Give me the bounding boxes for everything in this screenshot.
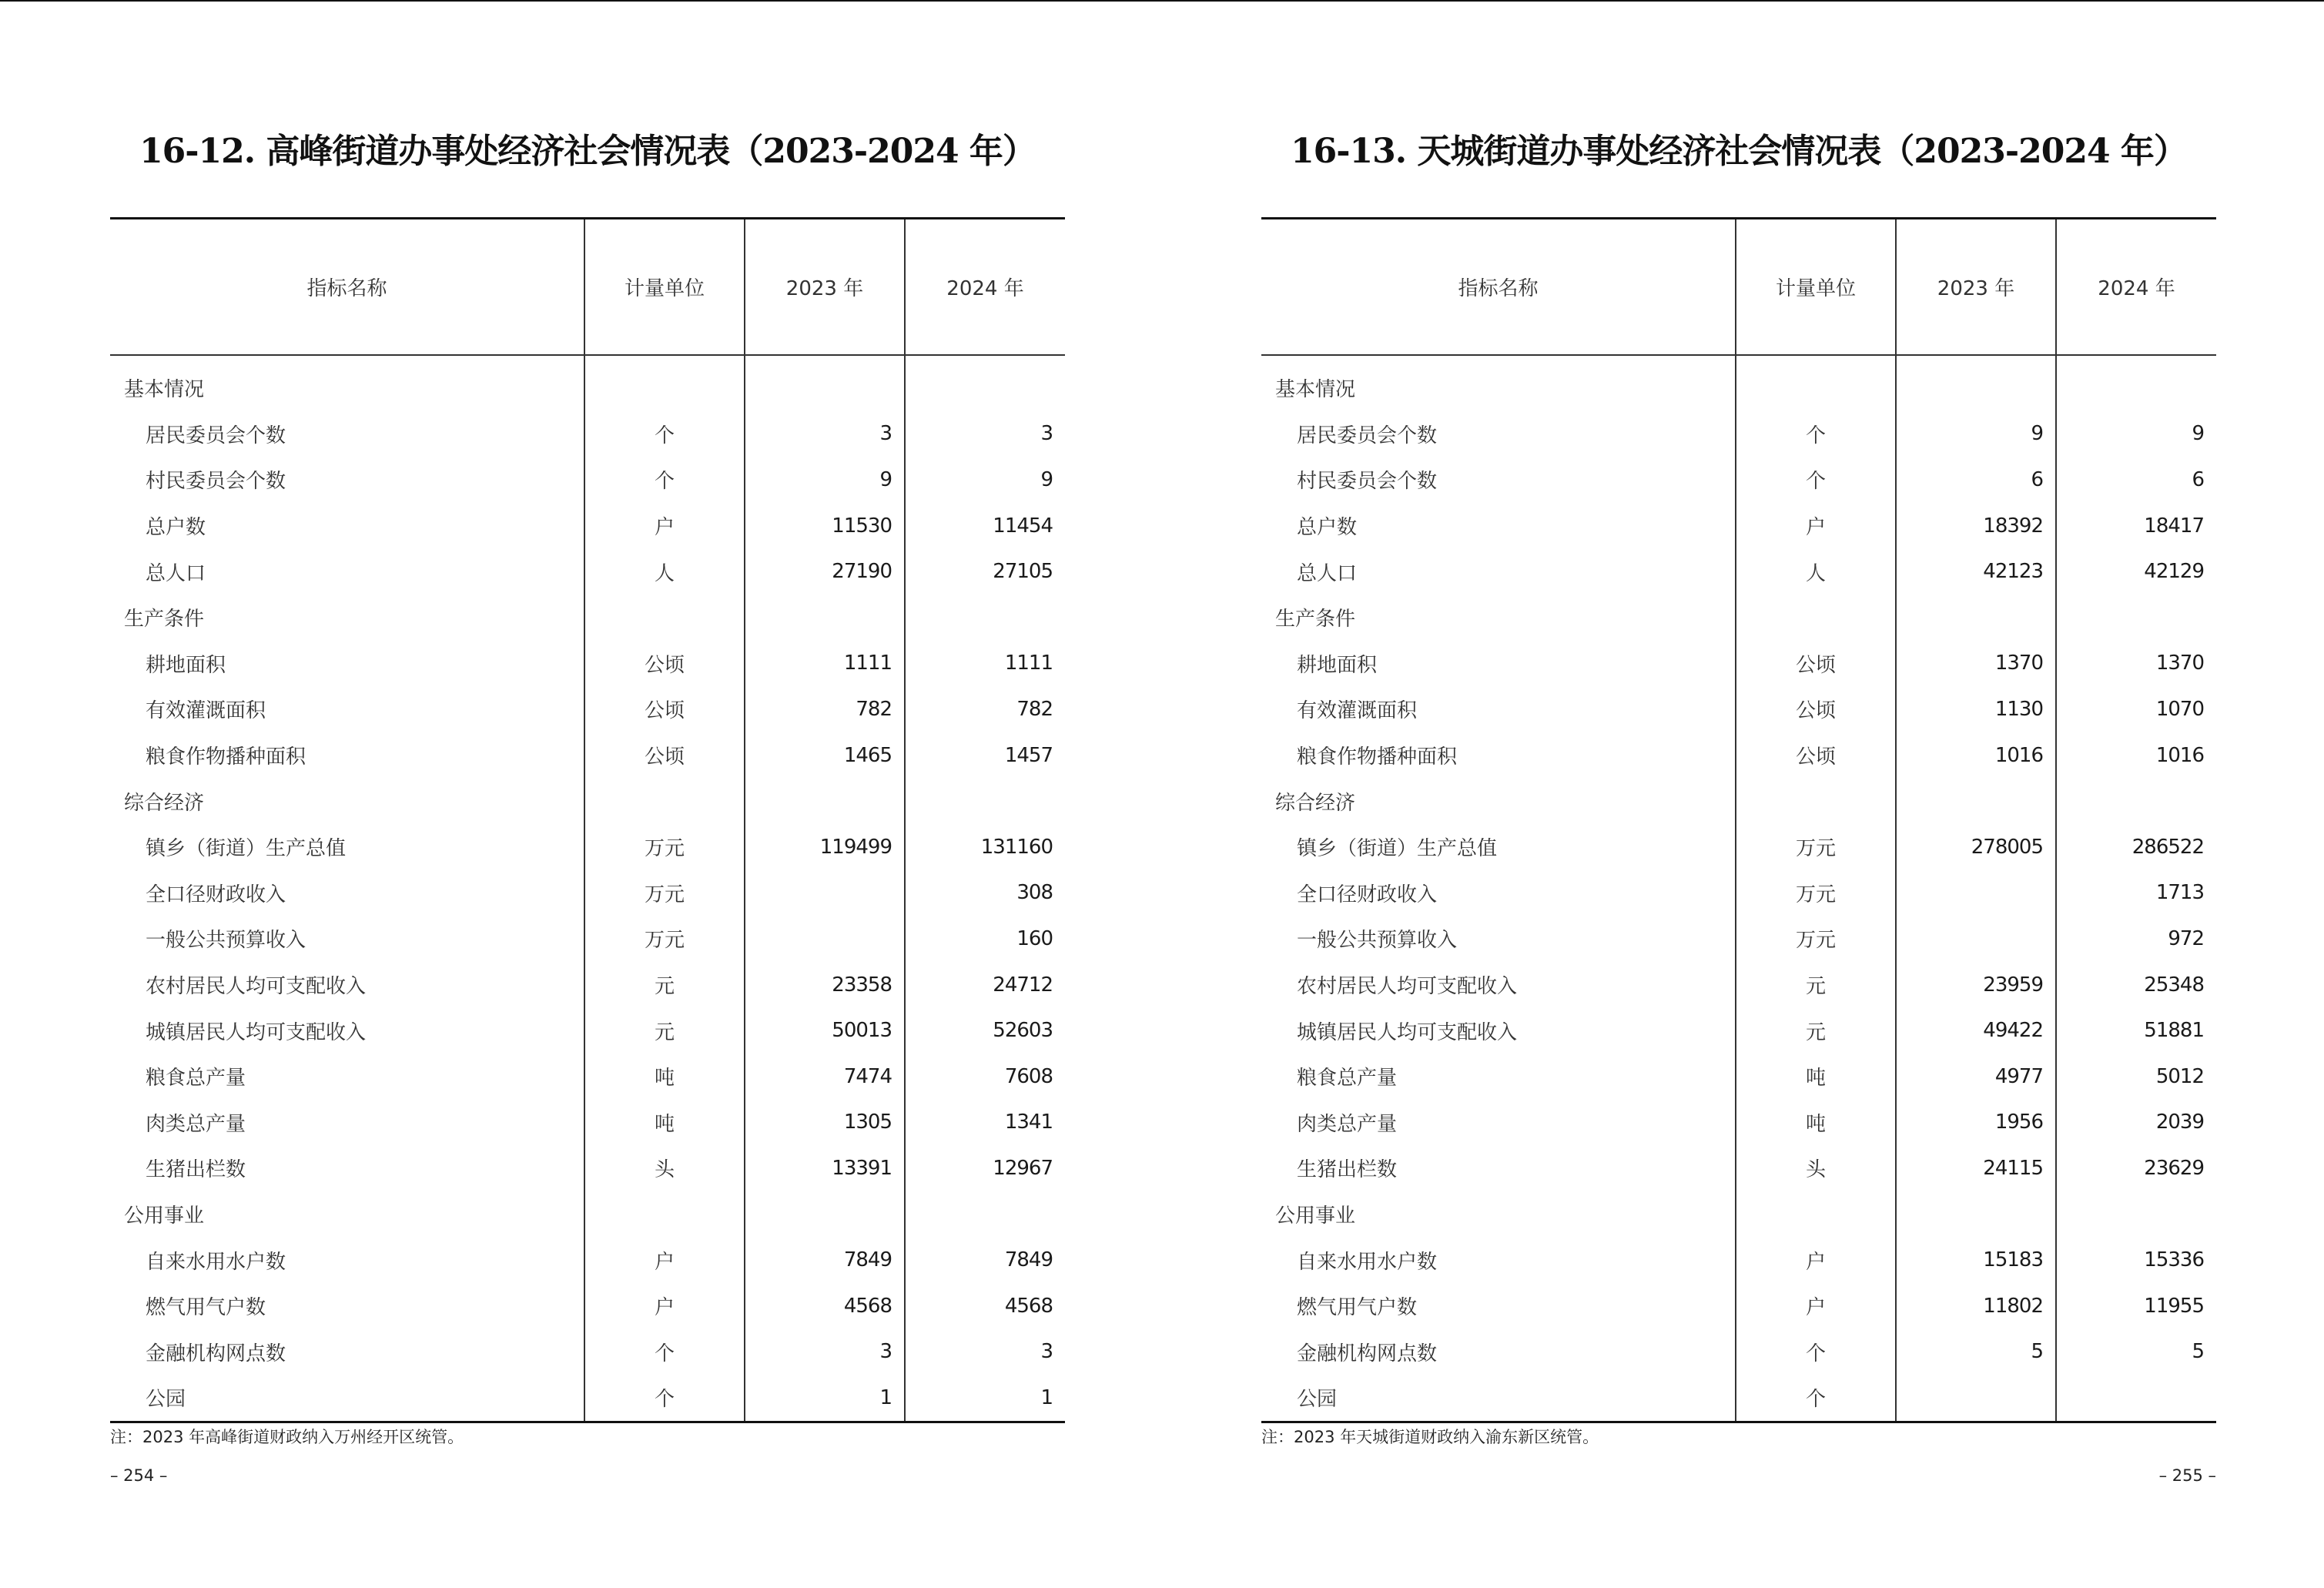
indicator-name: 自来水用水户数 bbox=[1297, 1250, 1438, 1274]
value-2023: 18392 bbox=[1896, 503, 2056, 549]
section-label: 基本情况 bbox=[1275, 378, 1356, 402]
value-2023: 9 bbox=[1896, 411, 2056, 457]
unit-cell: 元 bbox=[584, 1007, 745, 1054]
table-row bbox=[1261, 824, 2216, 870]
indicator-name: 总人口 bbox=[1297, 561, 1358, 585]
table-row bbox=[110, 503, 1065, 549]
table-row bbox=[110, 962, 1065, 1008]
indicator-name: 一般公共预算收入 bbox=[1297, 929, 1458, 953]
top-border-line bbox=[0, 0, 2324, 2]
value-2024 bbox=[2056, 1191, 2216, 1238]
value-2023: 1016 bbox=[1896, 732, 2056, 779]
value-2023: 23959 bbox=[1896, 962, 2056, 1008]
value-2023: 3 bbox=[745, 1328, 905, 1375]
table-row bbox=[1261, 870, 2216, 916]
section-label: 生产条件 bbox=[1275, 608, 1356, 632]
value-2023: 4977 bbox=[1896, 1054, 2056, 1100]
indicator-name: 自来水用水户数 bbox=[146, 1250, 286, 1274]
value-2024: 1016 bbox=[2056, 732, 2216, 779]
value-2023: 50013 bbox=[745, 1007, 905, 1054]
value-2024: 3 bbox=[905, 411, 1065, 457]
footnote: 注：2023 年天城街道财政纳入渝东新区统管。 bbox=[1261, 1428, 1599, 1446]
table-row bbox=[1261, 1283, 2216, 1329]
indicator-name: 有效灌溉面积 bbox=[146, 699, 266, 723]
unit-cell: 吨 bbox=[1736, 1100, 1896, 1146]
table-row bbox=[110, 1100, 1065, 1146]
unit-cell bbox=[584, 355, 745, 411]
unit-cell: 元 bbox=[584, 962, 745, 1008]
indicator-name: 城镇居民人均可支配收入 bbox=[146, 1020, 367, 1044]
indicator-name: 居民委员会个数 bbox=[1297, 424, 1438, 447]
value-2024: 1341 bbox=[905, 1100, 1065, 1146]
header-2024: 2024 年 bbox=[2056, 219, 2216, 356]
indicator-name: 总户数 bbox=[146, 516, 206, 540]
value-2023 bbox=[745, 870, 905, 916]
table-row bbox=[1261, 1145, 2216, 1191]
table-section-row bbox=[110, 1191, 1065, 1238]
unit-cell: 个 bbox=[584, 457, 745, 503]
unit-cell: 户 bbox=[1736, 1237, 1896, 1283]
table-row bbox=[110, 411, 1065, 457]
value-2023 bbox=[745, 1191, 905, 1238]
unit-cell: 公顷 bbox=[584, 686, 745, 732]
value-2023: 1305 bbox=[745, 1100, 905, 1146]
header-2023: 2023 年 bbox=[745, 219, 905, 356]
value-2023: 11530 bbox=[745, 503, 905, 549]
indicator-name: 燃气用气户数 bbox=[1297, 1296, 1418, 1320]
table-row bbox=[110, 548, 1065, 595]
unit-cell: 头 bbox=[584, 1145, 745, 1191]
table-row bbox=[110, 1375, 1065, 1422]
value-2024 bbox=[905, 355, 1065, 411]
table-row bbox=[1261, 686, 2216, 732]
unit-cell bbox=[1736, 595, 1896, 641]
unit-cell: 个 bbox=[584, 1375, 745, 1422]
unit-cell bbox=[584, 595, 745, 641]
value-2024: 9 bbox=[2056, 411, 2216, 457]
value-2024: 52603 bbox=[905, 1007, 1065, 1054]
value-2023: 1956 bbox=[1896, 1100, 2056, 1146]
table-section-row bbox=[110, 595, 1065, 641]
unit-cell: 吨 bbox=[584, 1054, 745, 1100]
value-2023: 1370 bbox=[1896, 641, 2056, 687]
value-2023 bbox=[1896, 916, 2056, 962]
page-title: 16-13. 天城街道办事处经济社会情况表（2023-2024 年） bbox=[1291, 132, 2187, 171]
indicator-name: 全口径财政收入 bbox=[1297, 883, 1438, 906]
indicator-name: 总户数 bbox=[1297, 516, 1358, 540]
table-row bbox=[1261, 1054, 2216, 1100]
indicator-name: 粮食总产量 bbox=[1297, 1067, 1398, 1090]
indicator-name: 粮食作物播种面积 bbox=[1297, 745, 1458, 769]
unit-cell: 元 bbox=[1736, 962, 1896, 1008]
indicator-name: 粮食总产量 bbox=[146, 1067, 246, 1090]
indicator-name: 有效灌溉面积 bbox=[1297, 699, 1418, 723]
unit-cell bbox=[1736, 1191, 1896, 1238]
header-2023: 2023 年 bbox=[1896, 219, 2056, 356]
value-2023 bbox=[1896, 595, 2056, 641]
table-row bbox=[110, 732, 1065, 779]
value-2024: 23629 bbox=[2056, 1145, 2216, 1191]
section-label: 生产条件 bbox=[124, 608, 205, 632]
table-body bbox=[110, 355, 1065, 1422]
unit-cell: 万元 bbox=[1736, 870, 1896, 916]
value-2024: 160 bbox=[905, 916, 1065, 962]
unit-cell: 公顷 bbox=[584, 641, 745, 687]
value-2023: 4568 bbox=[745, 1283, 905, 1329]
table-row bbox=[1261, 641, 2216, 687]
value-2024: 1070 bbox=[2056, 686, 2216, 732]
indicator-name: 粮食作物播种面积 bbox=[146, 745, 306, 769]
unit-cell: 公顷 bbox=[584, 732, 745, 779]
unit-cell: 公顷 bbox=[1736, 732, 1896, 779]
value-2023: 782 bbox=[745, 686, 905, 732]
unit-cell: 个 bbox=[584, 1328, 745, 1375]
table-row bbox=[110, 457, 1065, 503]
table-section-row bbox=[110, 778, 1065, 824]
value-2024: 972 bbox=[2056, 916, 2216, 962]
value-2023: 278005 bbox=[1896, 824, 2056, 870]
table-row bbox=[110, 870, 1065, 916]
indicator-name: 农村居民人均可支配收入 bbox=[146, 975, 367, 999]
table-body bbox=[1261, 355, 2216, 1422]
unit-cell: 人 bbox=[584, 548, 745, 595]
header-indicator: 指标名称 bbox=[110, 219, 584, 356]
value-2024: 5 bbox=[2056, 1328, 2216, 1375]
unit-cell: 万元 bbox=[584, 824, 745, 870]
table-section-row bbox=[1261, 355, 2216, 411]
unit-cell: 吨 bbox=[584, 1100, 745, 1146]
section-label: 综合经济 bbox=[1275, 791, 1356, 815]
table-section-row bbox=[1261, 595, 2216, 641]
section-label: 基本情况 bbox=[124, 378, 205, 402]
indicator-name: 村民委员会个数 bbox=[1297, 470, 1438, 494]
value-2024: 12967 bbox=[905, 1145, 1065, 1191]
table-row bbox=[110, 1283, 1065, 1329]
value-2024: 7849 bbox=[905, 1237, 1065, 1283]
indicator-name: 农村居民人均可支配收入 bbox=[1297, 975, 1518, 999]
page-number: – 254 – bbox=[110, 1466, 168, 1485]
value-2023 bbox=[745, 355, 905, 411]
value-2023: 49422 bbox=[1896, 1007, 2056, 1054]
value-2023: 5 bbox=[1896, 1328, 2056, 1375]
value-2024: 1 bbox=[905, 1375, 1065, 1422]
value-2023: 3 bbox=[745, 411, 905, 457]
value-2023: 7474 bbox=[745, 1054, 905, 1100]
unit-cell: 户 bbox=[584, 1237, 745, 1283]
table-row bbox=[1261, 1007, 2216, 1054]
table-row bbox=[1261, 732, 2216, 779]
unit-cell: 户 bbox=[1736, 503, 1896, 549]
unit-cell: 个 bbox=[1736, 411, 1896, 457]
indicator-name: 耕地面积 bbox=[146, 653, 226, 677]
value-2024: 6 bbox=[2056, 457, 2216, 503]
table-row bbox=[110, 1054, 1065, 1100]
indicator-name: 燃气用气户数 bbox=[146, 1296, 266, 1320]
value-2024: 7608 bbox=[905, 1054, 1065, 1100]
unit-cell: 头 bbox=[1736, 1145, 1896, 1191]
table-row bbox=[1261, 916, 2216, 962]
value-2023: 1 bbox=[745, 1375, 905, 1422]
value-2024: 1713 bbox=[2056, 870, 2216, 916]
unit-cell bbox=[1736, 355, 1896, 411]
section-label: 综合经济 bbox=[124, 791, 205, 815]
indicator-name: 金融机构网点数 bbox=[146, 1342, 286, 1365]
value-2023: 1111 bbox=[745, 641, 905, 687]
value-2024: 5012 bbox=[2056, 1054, 2216, 1100]
indicator-name: 总人口 bbox=[146, 561, 206, 585]
unit-cell: 个 bbox=[1736, 1375, 1896, 1422]
table-header-row bbox=[1261, 219, 2216, 356]
value-2024: 2039 bbox=[2056, 1100, 2216, 1146]
value-2024 bbox=[2056, 1375, 2216, 1422]
indicator-name: 肉类总产量 bbox=[1297, 1112, 1398, 1136]
indicator-name: 金融机构网点数 bbox=[1297, 1342, 1438, 1365]
value-2024: 11955 bbox=[2056, 1283, 2216, 1329]
page-title: 16-12. 高峰街道办事处经济社会情况表（2023-2024 年） bbox=[139, 132, 1036, 171]
unit-cell: 公顷 bbox=[1736, 686, 1896, 732]
value-2024: 25348 bbox=[2056, 962, 2216, 1008]
indicator-name: 镇乡（街道）生产总值 bbox=[146, 837, 347, 861]
value-2024: 1370 bbox=[2056, 641, 2216, 687]
value-2024: 9 bbox=[905, 457, 1065, 503]
unit-cell: 万元 bbox=[584, 870, 745, 916]
indicator-name: 耕地面积 bbox=[1297, 653, 1378, 677]
unit-cell: 万元 bbox=[1736, 824, 1896, 870]
stats-table bbox=[1261, 217, 2216, 1423]
table-row bbox=[110, 1007, 1065, 1054]
indicator-name: 公园 bbox=[1261, 1375, 1736, 1422]
value-2024: 11454 bbox=[905, 503, 1065, 549]
value-2023 bbox=[745, 916, 905, 962]
section-label: 公用事业 bbox=[1275, 1204, 1356, 1228]
value-2024: 3 bbox=[905, 1328, 1065, 1375]
value-2023 bbox=[1896, 1191, 2056, 1238]
table-row bbox=[1261, 503, 2216, 549]
value-2024: 24712 bbox=[905, 962, 1065, 1008]
unit-cell: 个 bbox=[584, 411, 745, 457]
page-number: – 255 – bbox=[2158, 1466, 2216, 1485]
value-2023: 13391 bbox=[745, 1145, 905, 1191]
table-row bbox=[110, 916, 1065, 962]
stats-table bbox=[110, 217, 1065, 1423]
indicator-name: 生猪出栏数 bbox=[1297, 1158, 1398, 1182]
section-label: 公用事业 bbox=[124, 1204, 205, 1228]
value-2023: 11802 bbox=[1896, 1283, 2056, 1329]
table-row bbox=[1261, 457, 2216, 503]
value-2023: 1465 bbox=[745, 732, 905, 779]
table-row bbox=[1261, 1375, 2216, 1422]
table-row bbox=[110, 824, 1065, 870]
value-2024: 782 bbox=[905, 686, 1065, 732]
unit-cell: 万元 bbox=[584, 916, 745, 962]
value-2024: 286522 bbox=[2056, 824, 2216, 870]
unit-cell bbox=[1736, 778, 1896, 824]
unit-cell: 吨 bbox=[1736, 1054, 1896, 1100]
unit-cell: 户 bbox=[584, 1283, 745, 1329]
value-2024: 15336 bbox=[2056, 1237, 2216, 1283]
table-row bbox=[110, 1145, 1065, 1191]
value-2023: 7849 bbox=[745, 1237, 905, 1283]
value-2023: 9 bbox=[745, 457, 905, 503]
indicator-name: 全口径财政收入 bbox=[146, 883, 286, 906]
unit-cell: 户 bbox=[584, 503, 745, 549]
indicator-name: 城镇居民人均可支配收入 bbox=[1297, 1020, 1518, 1044]
table-row bbox=[1261, 1100, 2216, 1146]
header-2024: 2024 年 bbox=[905, 219, 1065, 356]
value-2024: 51881 bbox=[2056, 1007, 2216, 1054]
table-row bbox=[1261, 1237, 2216, 1283]
value-2024: 308 bbox=[905, 870, 1065, 916]
value-2024: 1457 bbox=[905, 732, 1065, 779]
value-2023 bbox=[1896, 870, 2056, 916]
unit-cell: 公顷 bbox=[1736, 641, 1896, 687]
unit-cell: 户 bbox=[1736, 1283, 1896, 1329]
table-header-row bbox=[110, 219, 1065, 356]
value-2024 bbox=[2056, 355, 2216, 411]
indicator-name: 公园 bbox=[110, 1375, 584, 1422]
table-row bbox=[110, 1328, 1065, 1375]
value-2024 bbox=[2056, 595, 2216, 641]
header-unit: 计量单位 bbox=[1736, 219, 1896, 356]
value-2024: 131160 bbox=[905, 824, 1065, 870]
value-2024: 4568 bbox=[905, 1283, 1065, 1329]
indicator-name: 生猪出栏数 bbox=[146, 1158, 246, 1182]
unit-cell: 个 bbox=[1736, 1328, 1896, 1375]
value-2024: 1111 bbox=[905, 641, 1065, 687]
table-section-row bbox=[110, 355, 1065, 411]
value-2024: 18417 bbox=[2056, 503, 2216, 549]
unit-cell bbox=[584, 1191, 745, 1238]
unit-cell: 个 bbox=[1736, 457, 1896, 503]
value-2023: 24115 bbox=[1896, 1145, 2056, 1191]
value-2024 bbox=[905, 778, 1065, 824]
unit-cell: 人 bbox=[1736, 548, 1896, 595]
unit-cell: 元 bbox=[1736, 1007, 1896, 1054]
value-2023: 15183 bbox=[1896, 1237, 2056, 1283]
footnote: 注：2023 年高峰街道财政纳入万州经开区统管。 bbox=[110, 1428, 464, 1446]
value-2023 bbox=[745, 778, 905, 824]
value-2024: 42129 bbox=[2056, 548, 2216, 595]
table-section-row bbox=[1261, 778, 2216, 824]
table-row bbox=[1261, 411, 2216, 457]
table-row bbox=[1261, 1328, 2216, 1375]
table-row bbox=[110, 686, 1065, 732]
table-section-row bbox=[1261, 1191, 2216, 1238]
table-row bbox=[110, 641, 1065, 687]
unit-cell: 万元 bbox=[1736, 916, 1896, 962]
value-2023 bbox=[1896, 778, 2056, 824]
value-2023 bbox=[745, 595, 905, 641]
unit-cell bbox=[584, 778, 745, 824]
value-2023: 27190 bbox=[745, 548, 905, 595]
value-2023 bbox=[1896, 355, 2056, 411]
indicator-name: 镇乡（街道）生产总值 bbox=[1297, 837, 1498, 861]
indicator-name: 肉类总产量 bbox=[146, 1112, 246, 1136]
indicator-name: 一般公共预算收入 bbox=[146, 929, 306, 953]
indicator-name: 居民委员会个数 bbox=[146, 424, 286, 447]
header-indicator: 指标名称 bbox=[1261, 219, 1736, 356]
value-2023: 1130 bbox=[1896, 686, 2056, 732]
value-2023: 23358 bbox=[745, 962, 905, 1008]
value-2023 bbox=[1896, 1375, 2056, 1422]
value-2024: 27105 bbox=[905, 548, 1065, 595]
table-row bbox=[1261, 962, 2216, 1008]
value-2024 bbox=[2056, 778, 2216, 824]
indicator-name: 村民委员会个数 bbox=[146, 470, 286, 494]
value-2023: 6 bbox=[1896, 457, 2056, 503]
header-unit: 计量单位 bbox=[584, 219, 745, 356]
value-2024 bbox=[905, 595, 1065, 641]
value-2024 bbox=[905, 1191, 1065, 1238]
table-row bbox=[110, 1237, 1065, 1283]
table-row bbox=[1261, 548, 2216, 595]
value-2023: 42123 bbox=[1896, 548, 2056, 595]
value-2023: 119499 bbox=[745, 824, 905, 870]
